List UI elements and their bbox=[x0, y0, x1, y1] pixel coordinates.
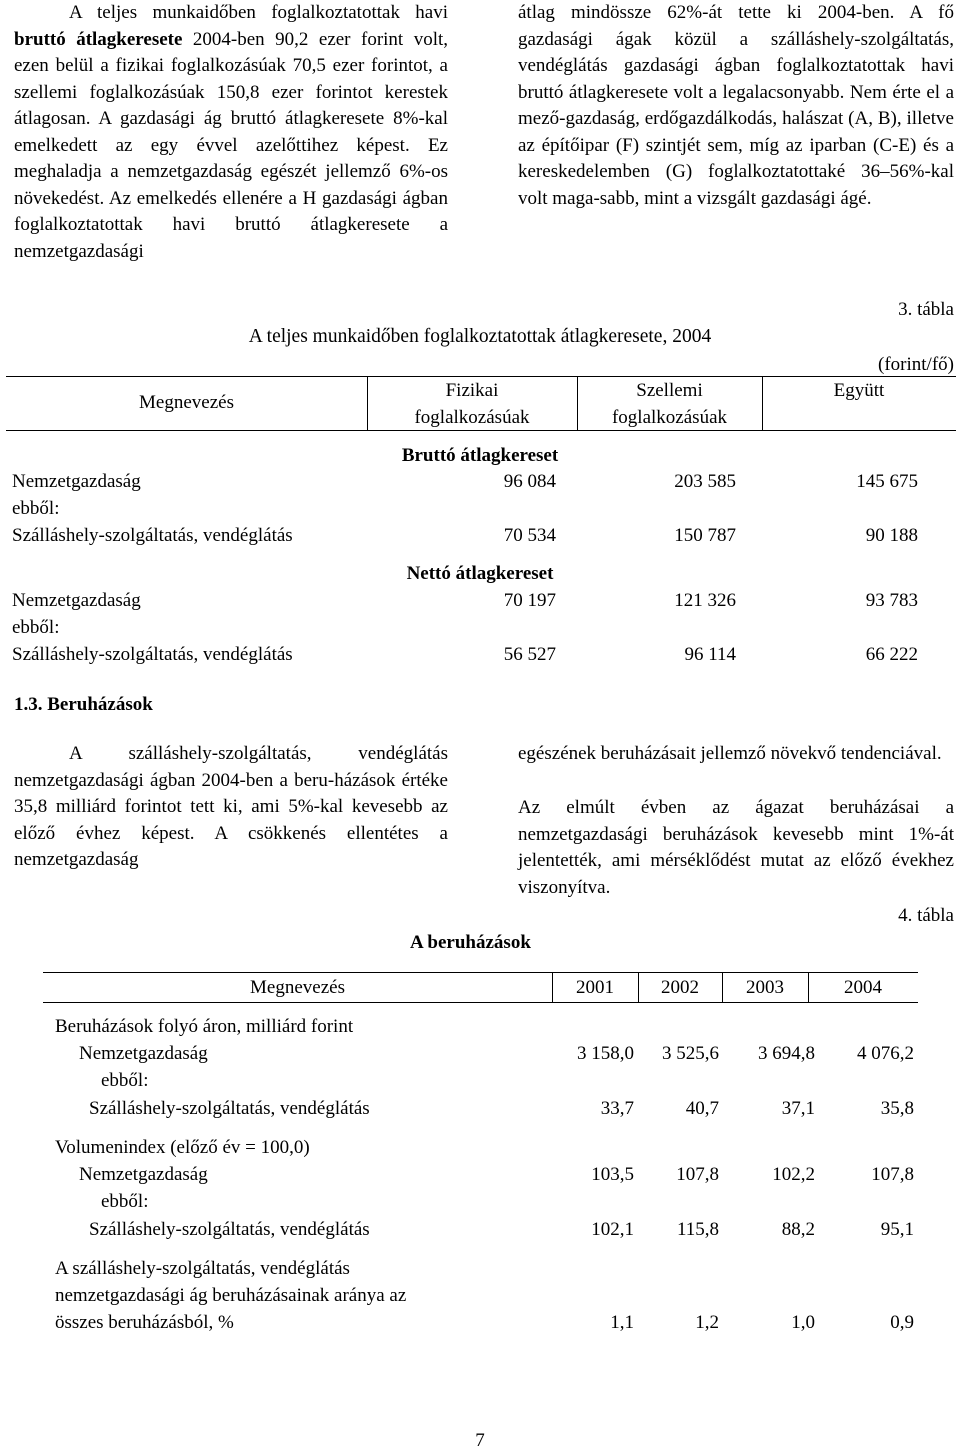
section-heading: 1.3. Beruházások bbox=[14, 694, 153, 715]
table3-header-name: Megnevezés bbox=[139, 392, 234, 413]
table4-header-2003: 2003 bbox=[746, 977, 784, 998]
table3-net-row1-label: Nemzetgazdaság bbox=[12, 590, 141, 611]
table4-header-bottom-rule bbox=[43, 1002, 918, 1003]
table4-g2-r1-2004: 107,8 bbox=[871, 1164, 914, 1185]
table4-header-2001: 2001 bbox=[576, 977, 614, 998]
table4-g3-2003: 1,0 bbox=[791, 1312, 815, 1333]
table4-g2-title: Volumenindex (előző év = 100,0) bbox=[55, 1137, 310, 1158]
table4-g3-line2: nemzetgazdasági ág beruházásainak aránya az bbox=[55, 1285, 407, 1306]
table3-net-row1-physical: 70 197 bbox=[503, 590, 556, 611]
table4-g2-ebbol: ebből: bbox=[101, 1191, 149, 1212]
table3-net-row2-label: Szálláshely-szolgáltatás, vendéglátás bbox=[12, 644, 293, 665]
table3-header-mental-line2: foglalkozásúak bbox=[611, 406, 727, 428]
table4-g1-r1-label: Nemzetgazdaság bbox=[79, 1043, 208, 1064]
table4-g2-r2-label: Szálláshely-szolgáltatás, vendéglátás bbox=[89, 1219, 370, 1240]
table3-gross-row1-mental: 203 585 bbox=[674, 471, 736, 492]
table3-gross-row1-label: Nemzetgazdaság bbox=[12, 471, 141, 492]
table3-gross-ebbol: ebből: bbox=[12, 498, 60, 519]
table4-g1-r1-2001: 3 158,0 bbox=[577, 1043, 634, 1064]
table4-g3-2001: 1,1 bbox=[610, 1312, 634, 1333]
table4-g1-r1-2003: 3 694,8 bbox=[758, 1043, 815, 1064]
table3-header-physical-line2: foglalkozásúak bbox=[414, 406, 530, 428]
table4-tag: 4. tábla bbox=[898, 905, 954, 926]
page-number: 7 bbox=[475, 1430, 485, 1451]
table3-header-total: Együtt bbox=[833, 380, 885, 401]
table4-g1-r2-2003: 37,1 bbox=[781, 1098, 815, 1119]
table4-g1-r1-2004: 4 076,2 bbox=[857, 1043, 914, 1064]
table4-g3-line3: összes beruházásból, % bbox=[55, 1312, 234, 1333]
table4-g1-r2-2002: 40,7 bbox=[685, 1098, 719, 1119]
table4-g1-r2-2004: 35,8 bbox=[880, 1098, 914, 1119]
invest-right-paragraph-1: egészének beruházásait jellemző növekvő tendenciával. bbox=[518, 743, 942, 764]
table4-title: A beruházások bbox=[410, 932, 531, 953]
table4-g1-r2-2001: 33,7 bbox=[600, 1098, 634, 1119]
table4-g2-r2-2004: 95,1 bbox=[880, 1219, 914, 1240]
table4-g1-r1-2002: 3 525,6 bbox=[662, 1043, 719, 1064]
table3-net-row1-total: 93 783 bbox=[865, 590, 918, 611]
table4-g1-title: Beruházások folyó áron, milliárd forint bbox=[55, 1016, 354, 1037]
table3-net-row2-total: 66 222 bbox=[865, 644, 918, 665]
table3-title: A teljes munkaidőben foglalkoztatottak átlagkeresete, 2004 bbox=[248, 326, 712, 347]
table3-unit: (forint/fő) bbox=[878, 354, 954, 375]
table3-gross-row2-mental: 150 787 bbox=[674, 525, 736, 546]
table4-g3-2002: 1,2 bbox=[695, 1312, 719, 1333]
table3-tag: 3. tábla bbox=[898, 299, 954, 320]
table3-net-row2-mental: 96 114 bbox=[684, 644, 736, 665]
table3-gross-row1-total: 145 675 bbox=[856, 471, 918, 492]
table4-g1-r2-label: Szálláshely-szolgáltatás, vendéglátás bbox=[89, 1098, 370, 1119]
table3-section-net-title: Nettó átlagkereset bbox=[406, 563, 554, 584]
table3-section-gross-title: Bruttó átlagkereset bbox=[401, 445, 559, 466]
table3-net-row2-physical: 56 527 bbox=[503, 644, 556, 665]
intro-right-paragraph: átlag mindössze 62%-át tette ki 2004-ben. A fő gazdasági ágak közül a szálláshely-szolgáltatás, vendéglátás gazdasági ágban foglalkoztatottak havi bruttó átlagkeresete volt a legalacsonyabb. Nem érte el a mező-gazdaság, erdőgazdálkodás, halászat (A, B), illetve az építőipar (F) szintjét sem, míg az iparban (C-E) és a kereskedelemben (G) foglalkoztatottaké 36–56%-kal volt maga-sabb, mint a vizsgált gazdasági ágé. bbox=[518, 2, 954, 209]
table4-top-rule bbox=[43, 972, 918, 973]
table3-header-physical-line1: Fizikai bbox=[445, 380, 499, 401]
intro-left-bold-term: bruttó átlagkeresete bbox=[14, 28, 183, 50]
table4-header-name: Megnevezés bbox=[250, 977, 345, 998]
table4-header-2002: 2002 bbox=[661, 977, 699, 998]
table3-gross-row2-physical: 70 534 bbox=[503, 525, 556, 546]
intro-left-part-1: A teljes munkaidőben foglalkoztatottak havi bbox=[69, 2, 448, 23]
table4-g2-r1-2001: 103,5 bbox=[591, 1164, 634, 1185]
table4-g2-r2-2002: 115,8 bbox=[676, 1219, 719, 1240]
invest-right-paragraph-2: Az elmúlt évben az ágazat beruházásai a nemzetgazdasági beruházások kevesebb mint 1%-át jelentették, ami mérséklődést mutat az előző évekhez viszonyítva. bbox=[518, 797, 954, 898]
invest-left-paragraph: A szálláshely-szolgáltatás, vendéglátás nemzetgazdasági ágban 2004-ben a beru-házások értéke 35,8 milliárd forintot tett ki, ami 5%-kal kevesebb az előző évhez képest. A csökkenés ellentétes a nemzetgazdaság bbox=[14, 743, 448, 870]
table4-g1-ebbol: ebből: bbox=[101, 1070, 149, 1091]
table4-g2-r2-2001: 102,1 bbox=[591, 1219, 634, 1240]
intro-left-part-3: 2004-ben 90,2 ezer forint volt, ezen belül a fizikai foglalkozásúak 70,5 ezer forintot, a szellemi foglalkozásúak 150,8 ezer forintot kerestek átlagosan. A gazdasági ág bruttó átlagkeresete 8%-kal emelkedett az egy évvel azelőttihez képest. Ez meghaladja a nemzetgazdaság egészét jellemző 6%-os növekedést. Az emelkedés ellenére a H gazdasági ágban foglalkoztatottak havi bruttó átlagkeresete a nemzetgazdasági bbox=[14, 28, 448, 262]
table3-header-mental-line1: Szellemi bbox=[636, 380, 703, 401]
table3-header-mental bbox=[577, 378, 762, 431]
table3-header-physical bbox=[367, 378, 577, 431]
table3-net-ebbol: ebből: bbox=[12, 617, 60, 638]
table3-net-row1-mental: 121 326 bbox=[674, 590, 736, 611]
table4-header-2004: 2004 bbox=[844, 977, 882, 998]
table3-gross-row2-label: Szálláshely-szolgáltatás, vendéglátás bbox=[12, 525, 293, 546]
table3-gross-row1-physical: 96 084 bbox=[503, 471, 556, 492]
table4-g2-r1-label: Nemzetgazdaság bbox=[79, 1164, 208, 1185]
table4-g2-r1-2003: 102,2 bbox=[772, 1164, 815, 1185]
table4-g3-2004: 0,9 bbox=[890, 1312, 914, 1333]
table3-gross-row2-total: 90 188 bbox=[865, 525, 918, 546]
table3-top-rule bbox=[6, 376, 956, 377]
table4-g2-r1-2002: 107,8 bbox=[676, 1164, 719, 1185]
intro-left-paragraph bbox=[14, 0, 448, 265]
table4-g3-line1: A szálláshely-szolgáltatás, vendéglátás bbox=[55, 1258, 350, 1279]
table4-g2-r2-2003: 88,2 bbox=[781, 1219, 815, 1240]
